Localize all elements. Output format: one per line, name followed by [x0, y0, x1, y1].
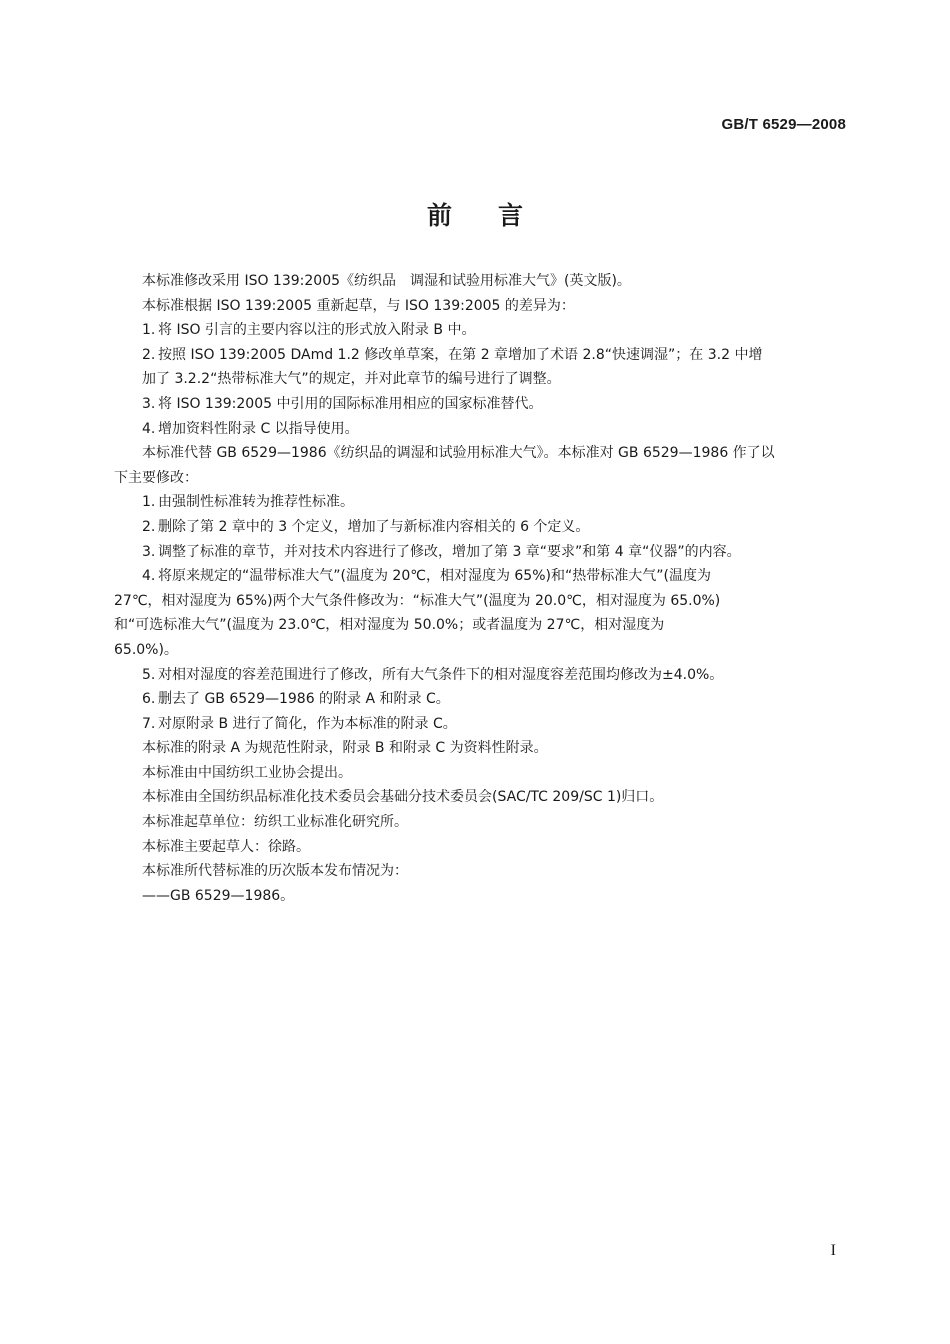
list-item-text: 对相对湿度的容差范围进行了修改，所有大气条件下的相对湿度容差范围均修改为±4.0%。 [158, 666, 724, 683]
list-item-continuation: 加了 3.2.2“热带标准大气”的规定，并对此章节的编号进行了调整。 [142, 371, 561, 388]
list-item-text: 增加资料性附录 C 以指导使用。 [158, 420, 359, 437]
document-body [114, 269, 851, 908]
paragraph-adoption: 本标准修改采用 ISO 139:2005《纺织品 调湿和试验用标准大气》(英文版)。 [142, 273, 631, 289]
paragraph-committee: 本标准由全国纺织品标准化技术委员会基础分技术委员会(SAC/TC 209/SC 1)归口。 [142, 789, 664, 806]
paragraph-replacement: 本标准代替 GB 6529—1986《纺织品的调湿和试验用标准大气》。本标准对 GB 6529—1986 作了以 [142, 445, 775, 462]
page-number: I [830, 1242, 836, 1259]
list-item-number: 7. [142, 715, 156, 732]
list-item-text: 将 ISO 引言的主要内容以注的形式放入附录 B 中。 [158, 322, 476, 339]
list-item [114, 712, 851, 737]
list-item [114, 490, 851, 515]
list-item-text: 按照 ISO 139:2005 DAmd 1.2 修改单草案，在第 2 章增加了术语 2.8“快速调湿”；在 3.2 中增 [158, 346, 763, 363]
list-item-text: 由强制性标准转为推荐性标准。 [158, 494, 354, 511]
list-item [114, 687, 851, 712]
paragraph-replacement-continuation: 下主要修改： [114, 469, 198, 486]
list-item-text: 删除了第 2 章中的 3 个定义，增加了与新标准内容相关的 6 个定义。 [158, 518, 590, 535]
list-item [114, 392, 851, 417]
list-item-number: 3. [142, 395, 156, 412]
standard-code: GB/T 6529—2008 [721, 116, 846, 133]
list-item-number: 1. [142, 494, 156, 511]
list-item [114, 318, 851, 343]
paragraph-differences-intro: 本标准根据 ISO 139:2005 重新起草，与 ISO 139:2005 的差异为： [142, 297, 575, 314]
list-item-number: 2. [142, 346, 156, 363]
list-item-number: 2. [142, 518, 156, 535]
list-item-continuation: 65.0%)。 [114, 641, 178, 658]
list-item-number: 6. [142, 691, 156, 708]
list-item-number: 4. [142, 568, 156, 585]
list-item [114, 343, 851, 368]
list-item-text: 对原附录 B 进行了简化，作为本标准的附录 C。 [158, 715, 457, 732]
paragraph-drafting-unit: 本标准起草单位：纺织工业标准化研究所。 [142, 814, 408, 831]
list-item [114, 515, 851, 540]
title-char-1: 前 [426, 201, 452, 230]
paragraph-history-intro: 本标准所代替标准的历次版本发布情况为： [142, 863, 408, 880]
list-item [114, 417, 851, 442]
page-title [0, 196, 950, 232]
list-item-number: 3. [142, 543, 156, 560]
list-item-text: 将原来规定的“温带标准大气”(温度为 20℃，相对湿度为 65%)和“热带标准大气”(温度为 [158, 568, 711, 585]
list-item-number: 4. [142, 420, 156, 437]
paragraph-annexes: 本标准的附录 A 为规范性附录，附录 B 和附录 C 为资料性附录。 [142, 740, 548, 757]
list-item-continuation: 和“可选标准大气”(温度为 23.0℃，相对湿度为 50.0%；或者温度为 27℃，相对湿度为 [114, 617, 665, 634]
list-item-number: 5. [142, 666, 156, 683]
paragraph-drafters: 本标准主要起草人：徐路。 [142, 838, 310, 855]
list-item [114, 564, 851, 589]
title-char-2: 言 [498, 201, 524, 230]
list-item-continuation: 27℃，相对湿度为 65%)两个大气条件修改为：“标准大气”(温度为 20.0℃，相对湿度为 65.0%) [114, 592, 721, 609]
list-item-text: 调整了标准的章节，并对技术内容进行了修改，增加了第 3 章“要求”和第 4 章“仪器”的内容。 [158, 543, 741, 560]
list-item-text: 将 ISO 139:2005 中引用的国际标准用相应的国家标准替代。 [158, 395, 543, 412]
list-item-text: 删去了 GB 6529—1986 的附录 A 和附录 C。 [158, 691, 450, 708]
list-item-number: 1. [142, 322, 156, 339]
list-item [114, 663, 851, 688]
list-item [114, 540, 851, 565]
paragraph-history-item: ——GB 6529—1986。 [142, 887, 295, 904]
paragraph-proposer: 本标准由中国纺织工业协会提出。 [142, 764, 352, 781]
